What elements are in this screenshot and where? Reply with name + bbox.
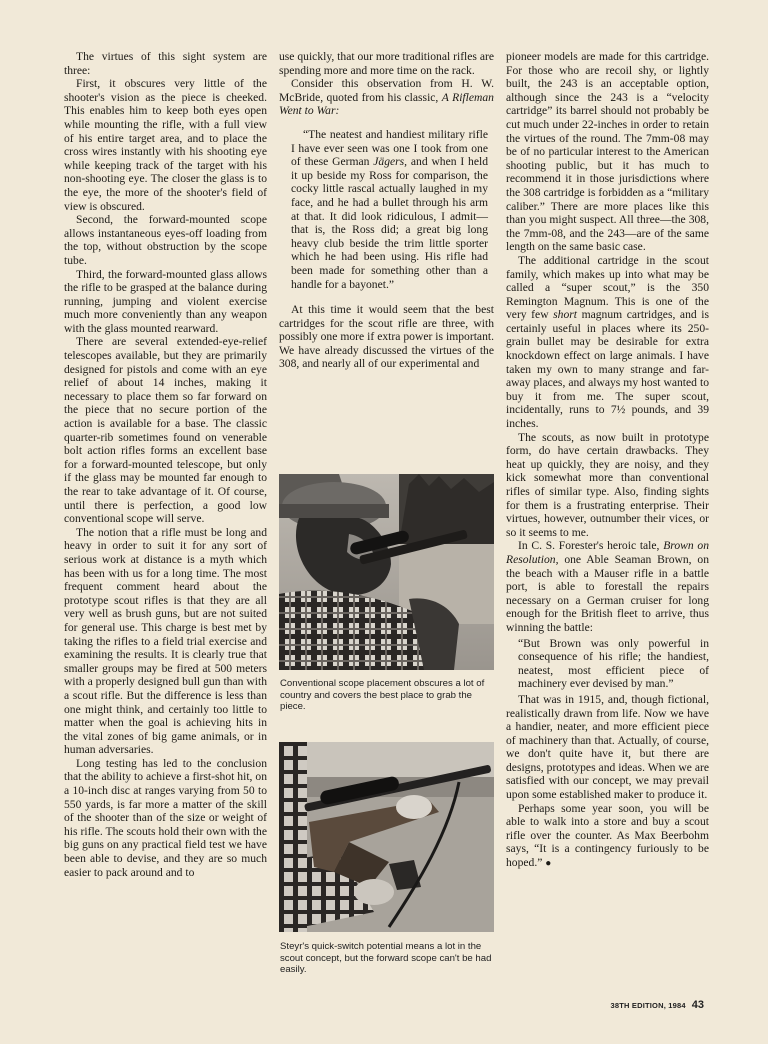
- paragraph: Long testing has led to the conclusion that the ability to achieve a first-shot hit, on a 10-inch disc at ranges varying from 50 to 550 yards, is far more a matter of the skill of the shooter than of the size or weight of his rifle. The scouts hold their own with the big guns on any practical field test we have been able to devise, and they are so much easier to pack around and to: [64, 756, 267, 879]
- text-column-middle: [279, 50, 494, 371]
- paragraph: There are several extended-eye-relief telescopes available, but they are primarily designed for pistols and come with an eye relief of about 14 inches, making it necessary to place them so far forward on the piece that no secure portion of the action is available for a base. The classic quarter-rib sometimes found on venerable bolt action rifles forms an excellent base for a forward-mounted telescope, but only if the glass may be mounted far enough to the rear to take advantage of it. Of course, until there is perfection, a good low conventional scope will serve.: [64, 335, 267, 526]
- emphasis-text: short: [553, 308, 577, 322]
- text-column-right: [506, 50, 709, 871]
- photo-illustration: [279, 474, 494, 670]
- paragraph: pioneer models are made for this cartridge. For those who are recoil shy, or lightly built, the 243 is an acceptable option, although since the 243 is a “velocity cartridge” its barrel should not probably be cut much under 22-inches in order to retain the virtues of the round. The 7mm-08 may be of no particular interest to the American shooting public, but it has much to recommend it in those jurisdictions where the 308 cartridge is forbidden as a “military caliber.” There are more places like this than you might suspect. All three—the 308, the 7mm-08, and the 243—are of the same length on the same basic case.: [506, 50, 709, 254]
- paragraph-text: In C. S. Forester's heroic tale,: [518, 539, 660, 553]
- paragraph: use quickly, that our more traditional rifles are spending more and more time on the rack.: [279, 50, 494, 77]
- paragraph: [506, 802, 709, 871]
- book-title: Brown on Resolution,: [506, 539, 709, 566]
- paragraph: [279, 77, 494, 118]
- quote-text: “The neatest and handiest military rifle I have ever seen was one I took from one of these German: [291, 127, 488, 169]
- text-column-left: [64, 50, 267, 879]
- book-title: A Rifleman Went to War:: [279, 90, 494, 118]
- block-quote: [518, 637, 709, 691]
- quote-text: and when I held it up beside my Ross for comparison, the cocky little rascal actually laughed in my face, and he had a bullet through his arm at that. It did look ridiculous, I admit—that is, the Ross did; a great big long heavy club beside the trim little sporter which he had been using. His rifle had been made for something other than a handle for a bayonet.”: [291, 155, 488, 291]
- paragraph: At this time it would seem that the best cartridges for the scout rifle are three, with possibly one more if extra power is important. We have already discussed the virtues of the 308, and nearly all of our experimental and: [279, 303, 494, 371]
- quote-italic-word: Jägers,: [373, 155, 408, 169]
- paragraph-text: magnum cartridges, and is certainly useful in places where its 250-grain bullet may be desirable for extra knockdown effect on large animals. I have taken my own to many strange and far-away places, and always my host wanted to buy it from me. The super scout, incidentally, runs to 7½ pounds, and 39 inches.: [506, 308, 709, 431]
- paragraph-text: Perhaps some year soon, you will be able to walk into a store and buy a scout rifle over the counter. As Max Beerbohm says, “It is a contingency furiously to be hoped.”: [506, 801, 709, 870]
- paragraph: [506, 254, 709, 431]
- photo-steyr-rifle: [279, 742, 494, 932]
- block-quote: [291, 128, 488, 291]
- end-mark-icon: ●: [545, 858, 552, 870]
- photo-caption: Steyr's quick-switch potential means a lot in the scout concept, but the forward scope can't be had easily.: [280, 941, 492, 976]
- page-number: 43: [691, 999, 704, 1011]
- consider-text: Consider this observation from H. W. McBride, quoted from his classic,: [279, 77, 494, 104]
- paragraph: The notion that a rifle must be long and heavy in order to suit it for any sort of serious work at distance is a myth which has been with us for a long time. The most frequent comment heard about the prototype scout rifles is that they are all very well as brush guns, but are not suited for general use. This charge is best met by taking the rifles to a field trial exercise and examining the results. It is clearly true that smaller groups may be fired at 500 meters with a properly designed bull gun than with a scout rifle. But the difference is less than one might think, and certainly too little to matter when the goal is achieving hits in the vital zones of big game animals, or in human adversaries.: [64, 525, 267, 757]
- paragraph-text: The additional cartridge in the scout family, which makes up into what may be called a “super scout,” is the 350 Remington Magnum. This is one of the very few: [506, 253, 709, 322]
- paragraph: The virtues of this sight system are three:: [64, 50, 267, 77]
- paragraph-text: one Able Seaman Brown, on the beach with a Mauser rifle in a battle port, is able to forestall the repairs necessary on a German cruiser for long enough for the British fleet to arrive, thus winning the battle:: [506, 552, 709, 634]
- photo-illustration: [279, 742, 494, 932]
- paragraph: [506, 539, 709, 634]
- edition-label: 38TH EDITION, 1984: [610, 1001, 686, 1010]
- paragraph: Third, the forward-mounted glass allows the rifle to be grasped at the balance during running, jumping and violent exercise much more conveniently than any weapon with the glass mounted rearward.: [64, 267, 267, 335]
- quote-text: “But Brown was only powerful in consequence of his rifle; the handiest, neatest, most efficient piece of machinery ever devised by man.”: [518, 636, 709, 691]
- paragraph: The scouts, as now built in prototype form, do have certain drawbacks. They heat up quickly, they are noisy, and they kick somewhat more than conventional rifles of similar type. Also, finding sights for them is a frustrating enterprise. Their virtues, however, outnumber their vices, or so it seems to me.: [506, 430, 709, 539]
- photo-caption: Conventional scope placement obscures a lot of country and covers the best place to grab the piece.: [280, 678, 485, 713]
- paragraph: First, it obscures very little of the shooter's vision as the piece is cheeked. This enables him to keep both eyes open while mounting the rifle, with a full view of his entire target area, and to place the cross wires instantly with his shooting eye while keeping track of the target with his non-shooting eye. The closer the glass is to the eye, the more of the shooter's field of view is obscured.: [64, 77, 267, 213]
- page-footer: [610, 999, 704, 1011]
- paragraph: Second, the forward-mounted scope allows instantaneous eyes-off loading from the top, without obstruction by the scope tube.: [64, 213, 267, 267]
- paragraph: That was in 1915, and, though fictional, realistically drawn from life. Now we have a handier, neater, and more efficient piece of machinery than that. Actually, of course, we don't quite have it, but there are designs, prototypes and ideas. When we are satisfied with our concept, we may prevail upon some established maker to produce it.: [506, 692, 709, 802]
- photo-shooter-conventional-scope: [279, 474, 494, 670]
